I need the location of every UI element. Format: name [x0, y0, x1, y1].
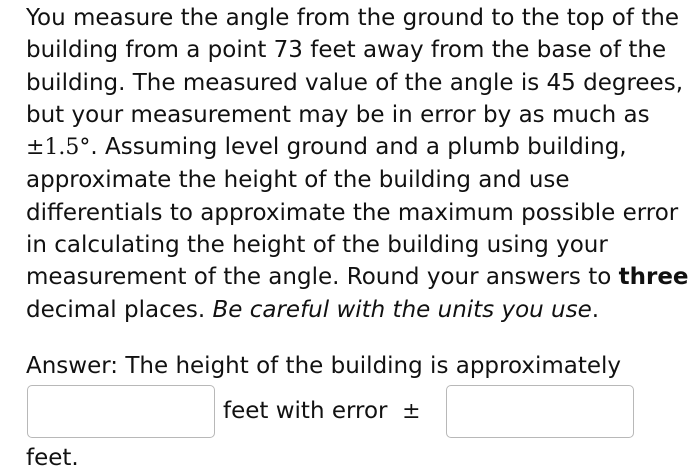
answer-prompt: Answer: The height of the building is approximately: [26, 353, 622, 379]
problem-line: in calculating the height of the building using your: [26, 232, 608, 259]
feet-with-error-text: feet with error: [223, 398, 388, 424]
problem-line-text: . Assuming level ground and a plumb building,: [90, 134, 627, 161]
problem-line-text: measurement of the angle. Round your answers to: [26, 264, 619, 291]
problem-line-text: decimal places.: [26, 296, 213, 323]
problem-line: approximate the height of the building and use: [26, 167, 570, 194]
problem-line-text: .: [591, 296, 600, 323]
problem-line: but your measurement may be in error by as much as: [26, 101, 650, 128]
problem-line: [26, 131, 686, 164]
problem-line: differentials to approximate the maximum possible error: [26, 199, 679, 226]
error-tolerance-math: ±1.5°: [26, 135, 91, 161]
units-warning: Be careful with the units you use: [212, 296, 592, 323]
error-answer-input[interactable]: [446, 385, 634, 438]
plus-minus-symbol: ±: [402, 399, 421, 424]
problem-line: You measure the angle from the ground to the top of the: [26, 5, 680, 31]
problem-line: [26, 294, 686, 326]
emphasis-three: three: [618, 264, 689, 291]
feet-unit-label: feet.: [26, 445, 79, 471]
height-answer-input[interactable]: [27, 385, 215, 438]
error-label: [223, 395, 421, 428]
problem-line: building. The measured value of the angle is 45 degrees,: [26, 69, 684, 96]
problem-line: building from a point 73 feet away from the base of the: [26, 37, 667, 64]
problem-statement: [26, 2, 689, 326]
problem-line: [26, 261, 689, 293]
